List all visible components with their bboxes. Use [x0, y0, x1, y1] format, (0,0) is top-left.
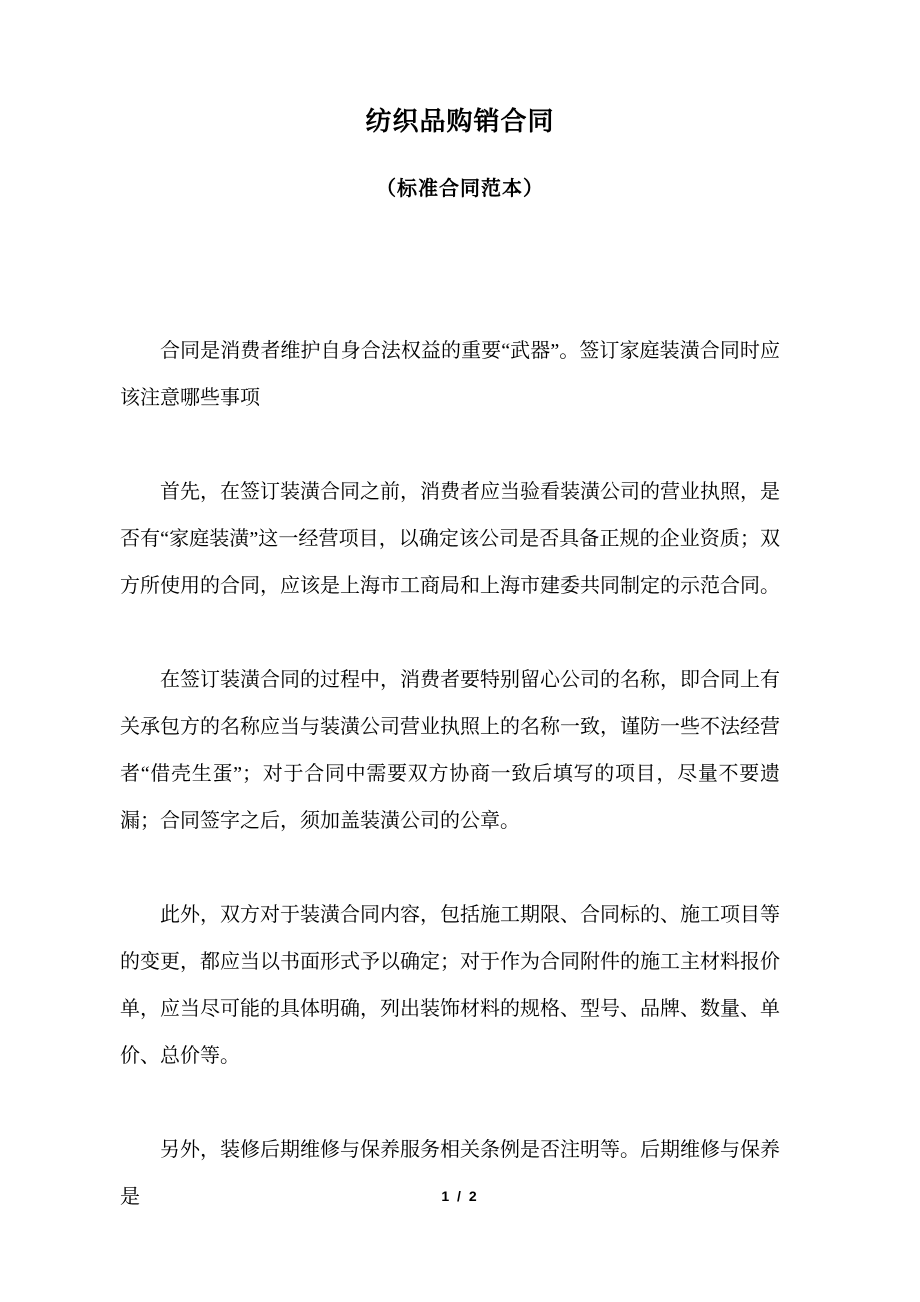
doc-paragraph: 合同是消费者维护自身合法权益的重要“武器”。签订家庭装潢合同时应该注意哪些事项	[120, 340, 780, 409]
doc-paragraph: 首先，在签订装潢合同之前，消费者应当验看装潢公司的营业执照，是否有“家庭装潢”这一经营项目，以确定该公司是否具备正规的企业资质；双方所使用的合同，应该是上海市工商局和上海市建委共同制定的示范合同。	[120, 481, 780, 597]
document-subtitle: （标准合同范本）	[376, 178, 544, 200]
page-number-indicator: 1 / 2	[441, 1188, 479, 1204]
document-body	[120, 328, 780, 1221]
doc-paragraph: 此外，双方对于装潢合同内容，包括施工期限、合同标的、施工项目等的变更，都应当以书面形式予以确定；对于作为合同附件的施工主材料报价单，应当尽可能的具体明确，列出装饰材料的规格、型号、品牌、数量、单价、总价等。	[120, 904, 780, 1067]
doc-paragraph: 在签订装潢合同的过程中，消费者要特别留心公司的名称，即合同上有关承包方的名称应当与装潢公司营业执照上的名称一致，谨防一些不法经营者“借壳生蛋”；对于合同中需要双方协商一致后填写的项目，尽量不要遗漏；合同签字之后，须加盖装潢公司的公章。	[120, 669, 780, 832]
document-title: 纺织品购销合同	[365, 106, 555, 136]
doc-paragraph: 另外，装修后期维修与保养服务相关条例是否注明等。后期维修与保养是	[120, 1139, 780, 1208]
